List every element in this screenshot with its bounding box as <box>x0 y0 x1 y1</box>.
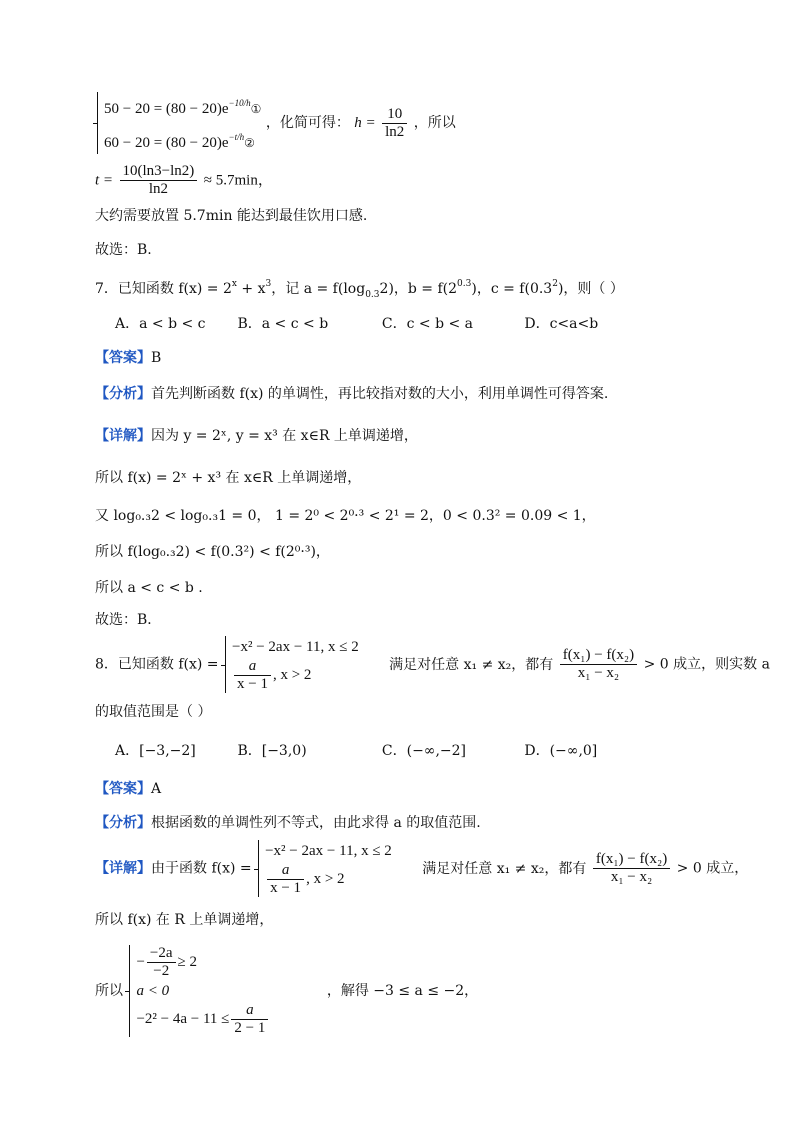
inequality-brace: − $\frac{-2a}{-2}$ ≥ 2 a < 0 −2² − 4a − 11 ≤ $\frac{a}{2 - 1}$ <box>129 945 270 1037</box>
q7-option-c[interactable]: C．c < b < a <box>381 316 474 332</box>
q8-stem-2: 的取值范围是（ ） <box>95 704 212 720</box>
q7-answer: 【答案】B <box>95 350 162 366</box>
q7-analysis: 【分析】首先判断函数 f(x) 的单调性，再比较指对数的大小，利用单调性可得答案. <box>95 386 609 402</box>
q7-option-b[interactable]: B．a < c < b <box>237 316 329 332</box>
equation-system: $50 - 20 = (80 - 20)e^{-10/h}①$ $60 - 20 = (80 - 20)e^{-t/h}②$ ，化简可得： h = $\frac{10}{\ln 2}$ ，所以 <box>95 92 456 154</box>
q7-detail-2: 所以 f(x) = 2ˣ + x³ 在 x∈R 上单调递增， <box>95 470 362 486</box>
q8-piecewise: −x² − 2ax − 11, x ≤ 2 $\frac{a}{x - 1}$ , x > 2 <box>225 636 359 693</box>
choose-b-1: 故选：B. <box>95 242 152 258</box>
q8-stem: 8．已知函数 f(x) = −x² − 2ax − 11, x ≤ 2 $\frac{a}{x - 1}$ , x > 2 满足对任意 x₁ ≠ x₂，都有 $\frac{\text{f(x₁) − f(x₂)}}{\text{x₁ − x₂}}$ > 0 成立，则实数 a <box>95 636 770 693</box>
q7-detail-5: 所以 a < c < b . <box>95 580 203 596</box>
q8-detail: 【详解】由于函数 f(x) = −x² − 2ax − 11, x ≤ 2 $\frac{a}{x - 1}$ , x > 2 满足对任意 x₁ ≠ x₂，都有 $\frac{\text{f(x₁) − f(x₂)}}{\text{x₁ − x₂}}$ > 0 成立， <box>95 840 748 897</box>
q8-analysis: 【分析】根据函数的单调性列不等式，由此求得 a 的取值范围. <box>95 815 481 831</box>
q7-option-a[interactable]: A．a < b < c <box>115 316 206 332</box>
q8-detail-piecewise: −x² − 2ax − 11, x ≤ 2 $\frac{a}{x - 1}$ , x > 2 <box>258 840 392 897</box>
q8-answer: 【答案】A <box>95 781 162 797</box>
h-fraction: $\frac{10}{\ln 2}$ <box>382 106 407 141</box>
q7-detail-3: 又 log₀.₃2 < log₀.₃1 = 0， 1 = 2⁰ < 2⁰·³ < 2¹ = 2，0 < 0.3² = 0.09 < 1， <box>95 508 596 524</box>
choose-b-2: 故选：B． <box>95 612 162 628</box>
q8-options <box>115 741 597 761</box>
q8-inequality-system: 所以 − $\frac{-2a}{-2}$ ≥ 2 a < 0 −2² − 4a − 11 ≤ $\frac{a}{2 - 1}$ ，解得 −3 ≤ a ≤ −2， <box>95 945 479 1036</box>
system-brace: $50 - 20 = (80 - 20)e^{-10/h}①$ $60 - 20 = (80 - 20)e^{-t/h}②$ <box>97 92 261 154</box>
t-formula: t = $\frac{10(\ln 3-\ln 2)}{\ln 2}$ ≈ 5.7min， <box>95 163 273 197</box>
q8-detail-2: 所以 f(x) 在 R 上单调递增， <box>95 912 274 928</box>
conclusion-text: 大约需要放置 5.7min 能达到最佳饮用口感. <box>95 208 368 224</box>
q7-stem: 7．已知函数 $f(x) = 2^x + x^3$，记 $a = f(\log_{0.3}2)$，$b = f(2^{0.3})$，$c = f(0.3^2)$，则（ ） <box>95 279 624 300</box>
q7-detail: 【详解】因为 y = 2ˣ, y = x³ 在 x∈R 上单调递增， <box>95 428 418 444</box>
q8-option-b[interactable]: B．[−3,0) <box>237 743 307 759</box>
q8-option-c[interactable]: C．(−∞,−2] <box>381 743 467 759</box>
q8-option-d[interactable]: D．(−∞,0] <box>524 743 598 759</box>
q8-option-a[interactable]: A．[−3,−2] <box>115 743 196 759</box>
q7-options <box>115 314 598 334</box>
q7-detail-4: 所以 f(log₀.₃2) < f(0.3²) < f(2⁰·³)， <box>95 544 330 560</box>
q7-option-d[interactable]: D．c<a<b <box>524 316 599 332</box>
